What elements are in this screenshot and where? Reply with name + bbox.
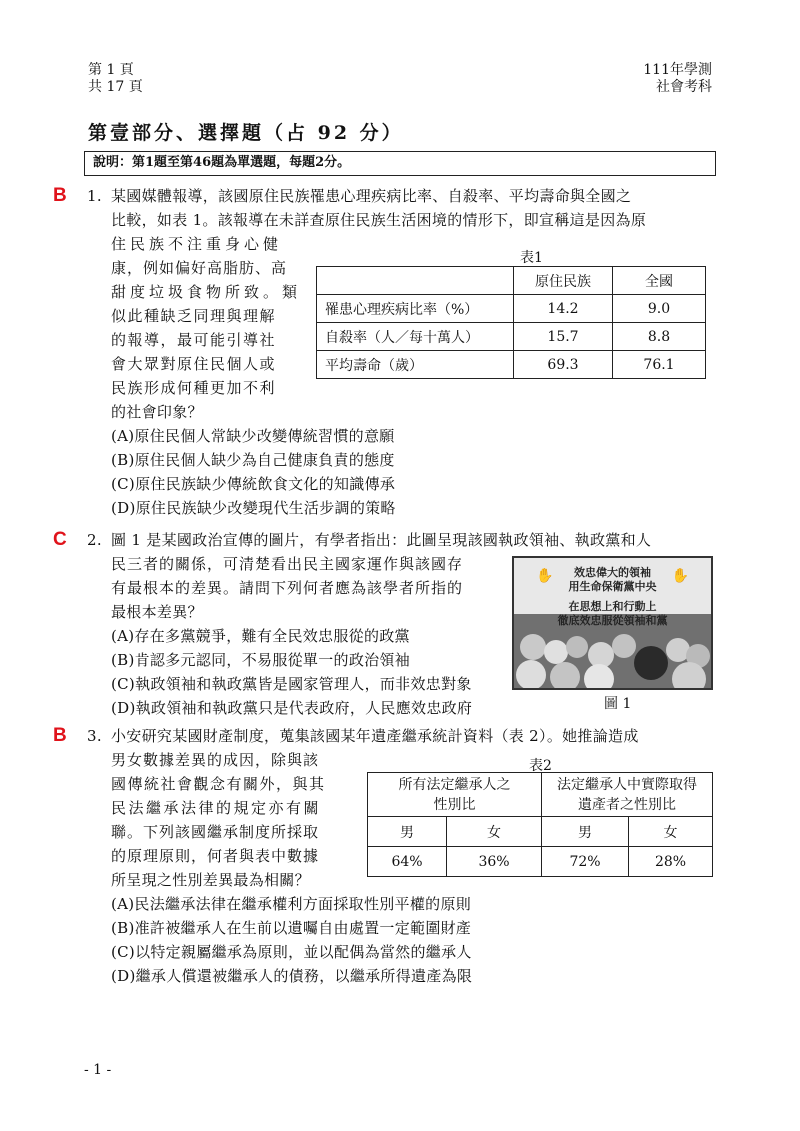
poster-text: 效忠偉大的領袖	[574, 566, 651, 579]
q2-option-c[interactable]: (C)執政領袖和執政黨皆是國家管理人，而非效忠對象	[111, 675, 472, 693]
q2-line: 圖 1 是某國政治宣傳的圖片，有學者指出：此圖呈現該國執政領袖、執政黨和人	[111, 531, 652, 549]
q1-line: 似此種缺乏同理與理解	[111, 307, 277, 325]
table1-row-label: 罹患心理疾病比率（%）	[317, 295, 514, 323]
subject-name: 社會考科	[656, 79, 712, 95]
q2-answer-mark: C	[53, 529, 67, 550]
poster-text: 用生命保衛黨中央	[568, 580, 657, 593]
q1-option-b[interactable]: (B)原住民個人缺少為自己健康負責的態度	[111, 451, 395, 469]
hand-icon: ✋	[671, 568, 689, 584]
exam-name: 111年學測	[643, 62, 712, 78]
q3-line: 聯。下列該國繼承制度所採取	[111, 823, 320, 841]
q2-option-d[interactable]: (D)執政領袖和執政黨只是代表政府，人民應效忠政府	[111, 699, 473, 717]
q3-option-c[interactable]: (C)以特定親屬繼承為原則，並以配偶為當然的繼承人	[111, 943, 472, 961]
q3-line: 小安研究某國財產制度，蒐集該國某年遺產繼承統計資料（表 2）。她推論造成	[111, 727, 639, 745]
poster-text: 在思想上和行動上	[568, 600, 657, 613]
table2-group-header-line: 法定繼承人中實際取得	[557, 776, 697, 793]
q3-option-d[interactable]: (D)繼承人償還被繼承人的債務，以繼承所得遺產為限	[111, 967, 473, 985]
q2-number: 2.	[87, 531, 102, 549]
q1-option-d[interactable]: (D)原住民族缺少改變現代生活步調的策略	[111, 499, 396, 517]
table1-cell: 8.8	[613, 323, 706, 351]
q1-line: 民族形成何種更加不利	[111, 379, 277, 397]
q2-line: 最根本差異？	[111, 603, 203, 621]
page-footer: - 1 -	[84, 1062, 112, 1078]
q1-line: 比較，如表 1。該報導在未詳查原住民族生活困境的情形下，即宣稱這是因為原	[111, 211, 647, 229]
table1-cell: 14.2	[514, 295, 613, 323]
table2-cell: 64%	[368, 847, 447, 877]
table2-sub-header: 女	[447, 817, 542, 847]
q1-option-c[interactable]: (C)原住民族缺少傳統飲食文化的知識傳承	[111, 475, 396, 493]
table1-header: 原住民族	[514, 267, 613, 295]
q1-line: 某國媒體報導，該國原住民族罹患心理疾病比率、自殺率、平均壽命與全國之	[111, 187, 632, 205]
q3-answer-mark: B	[53, 725, 67, 746]
table1-caption: 表1	[520, 250, 543, 266]
q3-line: 所呈現之性別差異最為相關？	[111, 871, 310, 889]
table2-caption: 表2	[529, 758, 552, 774]
q2-option-a[interactable]: (A)存在多黨競爭，難有全民效忠服從的政黨	[111, 627, 410, 645]
q3-option-b[interactable]: (B)准許被繼承人在生前以遺囑自由處置一定範圍財產	[111, 919, 472, 937]
table2-group-header	[542, 773, 713, 817]
q3-number: 3.	[87, 727, 102, 745]
q1-line: 的社會印象？	[111, 403, 203, 421]
q3-line: 民法繼承法律的規定亦有關	[111, 799, 322, 817]
q1-option-a[interactable]: (A)原住民個人常缺少改變傳統習慣的意願	[111, 427, 395, 445]
q1-line: 的報導，最可能引導社	[111, 331, 277, 349]
table2-sub-header: 女	[629, 817, 713, 847]
propaganda-poster-image	[512, 556, 713, 690]
q1-line: 康，例如偏好高脂肪、高	[111, 259, 288, 277]
q1-line: 會大眾對原住民個人或	[111, 355, 277, 373]
table2-sub-header: 男	[542, 817, 629, 847]
table1-cell: 9.0	[613, 295, 706, 323]
poster-text: 徹底效忠服從領袖和黨	[557, 614, 668, 627]
q1-line: 甜度垃圾食物所致。類	[111, 283, 302, 301]
q1-number: 1.	[87, 187, 102, 205]
table2-cell: 36%	[447, 847, 542, 877]
instructions-box	[84, 151, 716, 176]
section-title: 第壹部分、選擇題（占 92 分）	[88, 122, 404, 144]
table2-group-header	[368, 773, 542, 817]
total-pages: 共 17 頁	[88, 79, 143, 95]
table2-group-header-line: 性別比	[433, 796, 476, 813]
table2-group-header-line: 遺產者之性別比	[578, 796, 676, 813]
q3-line: 國傳統社會觀念有關外，與其	[111, 775, 326, 793]
table1-header-blank	[317, 267, 514, 295]
table2-group-header-line: 所有法定繼承人之	[398, 776, 511, 793]
hand-icon: ✋	[536, 568, 554, 584]
figure1-caption: 圖 1	[604, 696, 632, 712]
table1-row-label: 平均壽命（歲）	[317, 351, 514, 379]
table2-sub-header: 男	[368, 817, 447, 847]
table2-cell: 72%	[542, 847, 629, 877]
table1-header: 全國	[613, 267, 706, 295]
q1-line: 住民族不注重身心健	[111, 235, 283, 253]
q3-line: 男女數據差異的成因，除與該	[111, 751, 320, 769]
table1-cell: 69.3	[514, 351, 613, 379]
q3-line: 的原理原則，何者與表中數據	[111, 847, 320, 865]
table2-cell: 28%	[629, 847, 713, 877]
q2-line: 有最根本的差異。請問下列何者應為該學者所指的	[111, 579, 464, 597]
table1-cell: 76.1	[613, 351, 706, 379]
q2-line: 民三者的關係，可清楚看出民主國家運作與該國存	[111, 555, 464, 573]
instructions-text: 說明：第1題至第46題為單選題，每題2分。	[93, 155, 351, 170]
table1	[316, 266, 706, 379]
table1-cell: 15.7	[514, 323, 613, 351]
q2-option-b[interactable]: (B)肯認多元認同，不易服從單一的政治領袖	[111, 651, 411, 669]
page-number: 第 1 頁	[88, 62, 134, 78]
q3-option-a[interactable]: (A)民法繼承法律在繼承權利方面採取性別平權的原則	[111, 895, 472, 913]
table1-row-label: 自殺率（人／每十萬人）	[317, 323, 514, 351]
q1-answer-mark: B	[53, 185, 67, 206]
table2	[367, 772, 713, 877]
